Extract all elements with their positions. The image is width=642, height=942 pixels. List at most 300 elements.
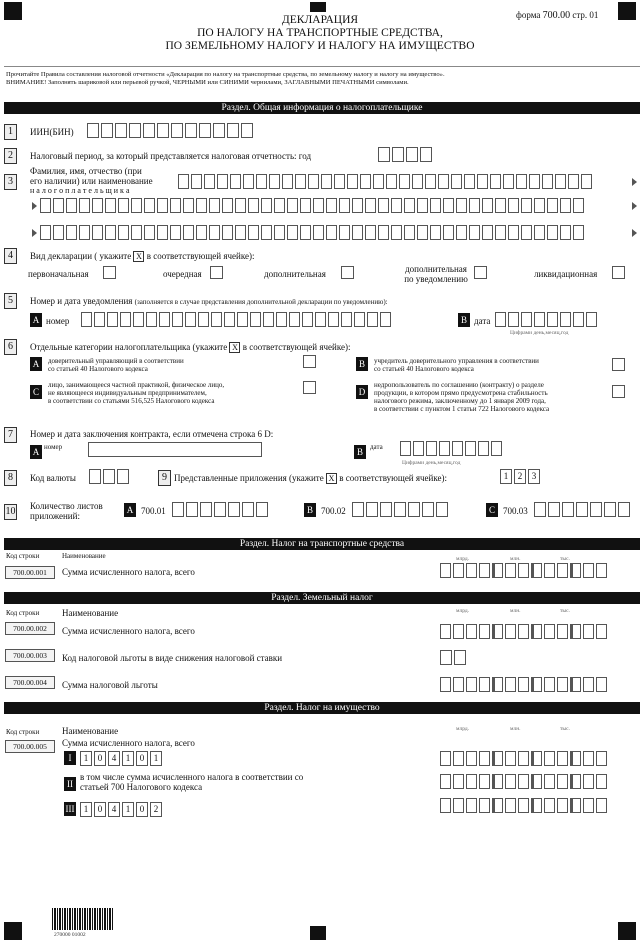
- digit-cell[interactable]: [544, 563, 555, 578]
- char-cell[interactable]: [103, 469, 115, 484]
- appendix-options[interactable]: [500, 469, 542, 484]
- char-cell[interactable]: [534, 502, 546, 517]
- char-cell[interactable]: [224, 312, 235, 327]
- char-cell[interactable]: [417, 198, 428, 213]
- char-cell[interactable]: [392, 147, 404, 162]
- char-cell[interactable]: [200, 502, 212, 517]
- digit-cell[interactable]: [440, 774, 451, 789]
- char-cell[interactable]: [464, 174, 475, 189]
- char-cell[interactable]: [313, 198, 324, 213]
- type-notice-checkbox[interactable]: [474, 266, 487, 279]
- char-cell[interactable]: [66, 198, 77, 213]
- char-cell[interactable]: [469, 198, 480, 213]
- char-cell[interactable]: [529, 174, 540, 189]
- char-cell[interactable]: [256, 174, 267, 189]
- char-cell[interactable]: [40, 225, 51, 240]
- name-input-line2[interactable]: [40, 198, 586, 213]
- char-cell[interactable]: [508, 225, 519, 240]
- type-initial-checkbox[interactable]: [103, 266, 116, 279]
- digit-cell[interactable]: [479, 624, 490, 639]
- digit-cell[interactable]: [570, 624, 581, 639]
- digit-cell[interactable]: [583, 798, 594, 813]
- char-cell[interactable]: [326, 225, 337, 240]
- digit-cell[interactable]: [505, 798, 516, 813]
- char-cell[interactable]: [183, 198, 194, 213]
- char-cell[interactable]: [101, 123, 113, 138]
- digit-cell[interactable]: [583, 677, 594, 692]
- char-cell[interactable]: [495, 198, 506, 213]
- char-cell[interactable]: [562, 502, 574, 517]
- char-cell[interactable]: [157, 225, 168, 240]
- type-liquidation-checkbox[interactable]: [612, 266, 625, 279]
- char-cell[interactable]: [228, 502, 240, 517]
- char-cell[interactable]: [586, 312, 597, 327]
- appendix-2-checkbox[interactable]: 2: [514, 469, 526, 484]
- char-cell[interactable]: [417, 225, 428, 240]
- char-cell[interactable]: [378, 198, 389, 213]
- digit-cell[interactable]: [479, 677, 490, 692]
- digit-cell[interactable]: [453, 774, 464, 789]
- char-cell[interactable]: [482, 225, 493, 240]
- char-cell[interactable]: [40, 198, 51, 213]
- char-cell[interactable]: [287, 198, 298, 213]
- char-cell[interactable]: [157, 198, 168, 213]
- char-cell[interactable]: [547, 225, 558, 240]
- char-cell[interactable]: [443, 225, 454, 240]
- char-cell[interactable]: [235, 198, 246, 213]
- char-cell[interactable]: [352, 225, 363, 240]
- digit-cell[interactable]: [453, 798, 464, 813]
- char-cell[interactable]: [227, 123, 239, 138]
- char-cell[interactable]: [115, 123, 127, 138]
- char-cell[interactable]: [144, 198, 155, 213]
- name-input-line1[interactable]: [178, 174, 594, 189]
- char-cell[interactable]: [590, 502, 602, 517]
- char-cell[interactable]: [191, 174, 202, 189]
- char-cell[interactable]: [269, 174, 280, 189]
- digit-cell[interactable]: [583, 774, 594, 789]
- char-cell[interactable]: [131, 225, 142, 240]
- digit-cell[interactable]: [583, 624, 594, 639]
- char-cell[interactable]: [339, 225, 350, 240]
- digit-cell[interactable]: [596, 798, 607, 813]
- digit-cell[interactable]: [570, 677, 581, 692]
- digit-cell[interactable]: [492, 563, 503, 578]
- char-cell[interactable]: [289, 312, 300, 327]
- char-cell[interactable]: [555, 174, 566, 189]
- contract-date-input[interactable]: [400, 441, 504, 456]
- char-cell[interactable]: [426, 441, 437, 456]
- char-cell[interactable]: [430, 198, 441, 213]
- category-c-checkbox[interactable]: [303, 381, 316, 394]
- char-cell[interactable]: [263, 312, 274, 327]
- char-cell[interactable]: [237, 312, 248, 327]
- digit-cell[interactable]: [531, 774, 542, 789]
- digit-cell[interactable]: [492, 798, 503, 813]
- char-cell[interactable]: [439, 441, 450, 456]
- digit-cell[interactable]: [453, 677, 464, 692]
- category-a-checkbox[interactable]: [303, 355, 316, 368]
- char-cell[interactable]: [521, 198, 532, 213]
- char-cell[interactable]: [274, 225, 285, 240]
- char-cell[interactable]: [341, 312, 352, 327]
- char-cell[interactable]: [196, 198, 207, 213]
- digit-cell[interactable]: [479, 798, 490, 813]
- char-cell[interactable]: [491, 441, 502, 456]
- char-cell[interactable]: [204, 174, 215, 189]
- digit-cell[interactable]: [531, 563, 542, 578]
- char-cell[interactable]: [209, 198, 220, 213]
- digit-cell[interactable]: [466, 677, 477, 692]
- char-cell[interactable]: [378, 225, 389, 240]
- digit-cell[interactable]: [557, 798, 568, 813]
- digit-cell[interactable]: [453, 563, 464, 578]
- char-cell[interactable]: [430, 225, 441, 240]
- digit-cell[interactable]: [492, 751, 503, 766]
- char-cell[interactable]: [367, 312, 378, 327]
- digit-cell[interactable]: [557, 624, 568, 639]
- char-cell[interactable]: [171, 123, 183, 138]
- digit-cell[interactable]: [544, 798, 555, 813]
- digit-cell[interactable]: [583, 751, 594, 766]
- digit-cell[interactable]: [505, 563, 516, 578]
- char-cell[interactable]: [242, 502, 254, 517]
- char-cell[interactable]: [560, 312, 571, 327]
- char-cell[interactable]: [87, 123, 99, 138]
- notice-number-input[interactable]: [81, 312, 393, 327]
- char-cell[interactable]: [547, 312, 558, 327]
- digit-cell[interactable]: [505, 751, 516, 766]
- char-cell[interactable]: [386, 174, 397, 189]
- char-cell[interactable]: [256, 502, 268, 517]
- char-cell[interactable]: [391, 225, 402, 240]
- char-cell[interactable]: [503, 174, 514, 189]
- char-cell[interactable]: [352, 502, 364, 517]
- land-benefit-code-input[interactable]: [440, 650, 468, 665]
- char-cell[interactable]: [170, 225, 181, 240]
- char-cell[interactable]: [516, 174, 527, 189]
- char-cell[interactable]: [378, 147, 390, 162]
- char-cell[interactable]: [576, 502, 588, 517]
- char-cell[interactable]: [274, 198, 285, 213]
- char-cell[interactable]: [560, 225, 571, 240]
- char-cell[interactable]: [452, 441, 463, 456]
- char-cell[interactable]: [107, 312, 118, 327]
- char-cell[interactable]: [92, 198, 103, 213]
- char-cell[interactable]: [400, 441, 411, 456]
- char-cell[interactable]: [495, 312, 506, 327]
- char-cell[interactable]: [198, 312, 209, 327]
- digit-cell[interactable]: [570, 798, 581, 813]
- digit-cell[interactable]: [466, 751, 477, 766]
- char-cell[interactable]: [295, 174, 306, 189]
- char-cell[interactable]: [443, 198, 454, 213]
- digit-cell[interactable]: [440, 798, 451, 813]
- char-cell[interactable]: [287, 225, 298, 240]
- digit-cell[interactable]: [583, 563, 594, 578]
- char-cell[interactable]: [469, 225, 480, 240]
- char-cell[interactable]: [230, 174, 241, 189]
- digit-cell[interactable]: [505, 624, 516, 639]
- notice-date-input[interactable]: [495, 312, 599, 327]
- digit-cell[interactable]: [479, 774, 490, 789]
- char-cell[interactable]: [412, 174, 423, 189]
- char-cell[interactable]: [352, 198, 363, 213]
- digit-cell[interactable]: [466, 774, 477, 789]
- char-cell[interactable]: [53, 198, 64, 213]
- digit-cell[interactable]: [453, 624, 464, 639]
- digit-cell[interactable]: [440, 751, 451, 766]
- char-cell[interactable]: [300, 198, 311, 213]
- digit-cell[interactable]: [492, 677, 503, 692]
- char-cell[interactable]: [159, 312, 170, 327]
- char-cell[interactable]: [573, 312, 584, 327]
- char-cell[interactable]: [478, 441, 489, 456]
- char-cell[interactable]: [328, 312, 339, 327]
- char-cell[interactable]: [243, 174, 254, 189]
- char-cell[interactable]: [79, 225, 90, 240]
- char-cell[interactable]: [146, 312, 157, 327]
- char-cell[interactable]: [313, 225, 324, 240]
- char-cell[interactable]: [276, 312, 287, 327]
- char-cell[interactable]: [573, 198, 584, 213]
- char-cell[interactable]: [436, 502, 448, 517]
- char-cell[interactable]: [144, 225, 155, 240]
- char-cell[interactable]: [300, 225, 311, 240]
- char-cell[interactable]: [241, 123, 253, 138]
- char-cell[interactable]: [604, 502, 616, 517]
- digit-cell[interactable]: [440, 624, 451, 639]
- char-cell[interactable]: [380, 502, 392, 517]
- digit-cell[interactable]: [596, 677, 607, 692]
- char-cell[interactable]: [321, 174, 332, 189]
- char-cell[interactable]: [495, 225, 506, 240]
- digit-cell[interactable]: [492, 624, 503, 639]
- char-cell[interactable]: [508, 312, 519, 327]
- char-cell[interactable]: [354, 312, 365, 327]
- char-cell[interactable]: [79, 198, 90, 213]
- char-cell[interactable]: [235, 225, 246, 240]
- char-cell[interactable]: [560, 198, 571, 213]
- digit-cell[interactable]: [505, 677, 516, 692]
- char-cell[interactable]: [547, 198, 558, 213]
- char-cell[interactable]: [534, 225, 545, 240]
- char-cell[interactable]: [170, 198, 181, 213]
- char-cell[interactable]: [118, 198, 129, 213]
- digit-cell[interactable]: [544, 624, 555, 639]
- char-cell[interactable]: [366, 502, 378, 517]
- char-cell[interactable]: [185, 312, 196, 327]
- char-cell[interactable]: [425, 174, 436, 189]
- char-cell[interactable]: [172, 312, 183, 327]
- digit-cell[interactable]: [479, 751, 490, 766]
- char-cell[interactable]: [548, 502, 560, 517]
- char-cell[interactable]: [302, 312, 313, 327]
- digit-cell[interactable]: [557, 677, 568, 692]
- char-cell[interactable]: [508, 198, 519, 213]
- char-cell[interactable]: [308, 174, 319, 189]
- char-cell[interactable]: [261, 225, 272, 240]
- char-cell[interactable]: [404, 198, 415, 213]
- digit-cell[interactable]: [596, 751, 607, 766]
- digit-cell[interactable]: [466, 563, 477, 578]
- digit-cell[interactable]: [505, 774, 516, 789]
- digit-cell[interactable]: [531, 751, 542, 766]
- char-cell[interactable]: [391, 198, 402, 213]
- char-cell[interactable]: [394, 502, 406, 517]
- char-cell[interactable]: [490, 174, 501, 189]
- char-cell[interactable]: [94, 312, 105, 327]
- char-cell[interactable]: [534, 312, 545, 327]
- char-cell[interactable]: [248, 198, 259, 213]
- year-input[interactable]: [378, 147, 434, 162]
- char-cell[interactable]: [261, 198, 272, 213]
- char-cell[interactable]: [133, 312, 144, 327]
- currency-input[interactable]: [89, 469, 131, 484]
- digit-cell[interactable]: [544, 774, 555, 789]
- digit-cell[interactable]: [544, 677, 555, 692]
- digit-cell[interactable]: [570, 774, 581, 789]
- char-cell[interactable]: [92, 225, 103, 240]
- property-iii-amount-input[interactable]: [440, 798, 609, 813]
- char-cell[interactable]: [217, 174, 228, 189]
- digit-cell[interactable]: [518, 774, 529, 789]
- char-cell[interactable]: [199, 123, 211, 138]
- digit-cell[interactable]: [596, 624, 607, 639]
- digit-cell[interactable]: [570, 751, 581, 766]
- char-cell[interactable]: [129, 123, 141, 138]
- property-i-amount-input[interactable]: [440, 751, 609, 766]
- digit-cell[interactable]: [440, 677, 451, 692]
- char-cell[interactable]: [618, 502, 630, 517]
- char-cell[interactable]: [222, 225, 233, 240]
- digit-cell[interactable]: [557, 774, 568, 789]
- char-cell[interactable]: [573, 225, 584, 240]
- char-cell[interactable]: [373, 174, 384, 189]
- char-cell[interactable]: [360, 174, 371, 189]
- char-cell[interactable]: [250, 312, 261, 327]
- char-cell[interactable]: [118, 225, 129, 240]
- land-benefit-amount-input[interactable]: [440, 677, 609, 692]
- char-cell[interactable]: [347, 174, 358, 189]
- char-cell[interactable]: [213, 123, 225, 138]
- char-cell[interactable]: [438, 174, 449, 189]
- char-cell[interactable]: [482, 198, 493, 213]
- char-cell[interactable]: [456, 225, 467, 240]
- char-cell[interactable]: [365, 225, 376, 240]
- char-cell[interactable]: [185, 123, 197, 138]
- char-cell[interactable]: [413, 441, 424, 456]
- digit-cell[interactable]: [466, 624, 477, 639]
- char-cell[interactable]: [105, 198, 116, 213]
- digit-cell[interactable]: [440, 563, 451, 578]
- digit-cell[interactable]: [531, 624, 542, 639]
- type-additional-checkbox[interactable]: [341, 266, 354, 279]
- char-cell[interactable]: [408, 502, 420, 517]
- char-cell[interactable]: [178, 174, 189, 189]
- digit-cell[interactable]: [544, 751, 555, 766]
- char-cell[interactable]: [521, 312, 532, 327]
- name-input-line3[interactable]: [40, 225, 586, 240]
- char-cell[interactable]: [81, 312, 92, 327]
- char-cell[interactable]: [172, 502, 184, 517]
- contract-number-input[interactable]: [88, 442, 262, 457]
- digit-cell[interactable]: [596, 774, 607, 789]
- digit-cell[interactable]: [492, 774, 503, 789]
- char-cell[interactable]: [211, 312, 222, 327]
- category-b-checkbox[interactable]: [612, 358, 625, 371]
- iin-input[interactable]: [87, 123, 255, 138]
- char-cell[interactable]: [66, 225, 77, 240]
- char-cell[interactable]: [117, 469, 129, 484]
- char-cell[interactable]: [131, 198, 142, 213]
- char-cell[interactable]: [521, 225, 532, 240]
- char-cell[interactable]: [120, 312, 131, 327]
- char-cell[interactable]: [365, 198, 376, 213]
- digit-cell[interactable]: [518, 624, 529, 639]
- digit-cell[interactable]: [518, 751, 529, 766]
- char-cell[interactable]: [477, 174, 488, 189]
- char-cell[interactable]: [196, 225, 207, 240]
- digit-cell[interactable]: [466, 798, 477, 813]
- sheets-a-input[interactable]: [172, 502, 270, 517]
- char-cell[interactable]: [399, 174, 410, 189]
- char-cell[interactable]: [105, 225, 116, 240]
- property-ii-amount-input[interactable]: [440, 774, 609, 789]
- char-cell[interactable]: [53, 225, 64, 240]
- char-cell[interactable]: [248, 225, 259, 240]
- char-cell[interactable]: [89, 469, 101, 484]
- char-cell[interactable]: [326, 198, 337, 213]
- digit-cell[interactable]: [570, 563, 581, 578]
- sheets-c-input[interactable]: [534, 502, 632, 517]
- char-cell[interactable]: [534, 198, 545, 213]
- type-regular-checkbox[interactable]: [210, 266, 223, 279]
- sheets-b-input[interactable]: [352, 502, 450, 517]
- char-cell[interactable]: [214, 502, 226, 517]
- digit-cell[interactable]: [531, 798, 542, 813]
- char-cell[interactable]: [568, 174, 579, 189]
- char-cell[interactable]: [456, 198, 467, 213]
- digit-cell[interactable]: [557, 751, 568, 766]
- digit-cell[interactable]: [479, 563, 490, 578]
- char-cell[interactable]: [209, 225, 220, 240]
- category-d-checkbox[interactable]: [612, 385, 625, 398]
- char-cell[interactable]: [334, 174, 345, 189]
- char-cell[interactable]: [404, 225, 415, 240]
- digit-cell[interactable]: [518, 798, 529, 813]
- digit-cell[interactable]: [531, 677, 542, 692]
- char-cell[interactable]: [581, 174, 592, 189]
- char-cell[interactable]: [157, 123, 169, 138]
- char-cell[interactable]: [406, 147, 418, 162]
- char-cell[interactable]: [542, 174, 553, 189]
- digit-cell[interactable]: [557, 563, 568, 578]
- appendix-1-checkbox[interactable]: 1: [500, 469, 512, 484]
- char-cell[interactable]: [422, 502, 434, 517]
- char-cell[interactable]: [339, 198, 350, 213]
- digit-cell[interactable]: [518, 563, 529, 578]
- char-cell[interactable]: [183, 225, 194, 240]
- char-cell[interactable]: [420, 147, 432, 162]
- appendix-3-checkbox[interactable]: 3: [528, 469, 540, 484]
- char-cell[interactable]: [143, 123, 155, 138]
- char-cell[interactable]: [282, 174, 293, 189]
- char-cell[interactable]: [186, 502, 198, 517]
- char-cell[interactable]: [315, 312, 326, 327]
- digit-cell[interactable]: [453, 751, 464, 766]
- char-cell[interactable]: [465, 441, 476, 456]
